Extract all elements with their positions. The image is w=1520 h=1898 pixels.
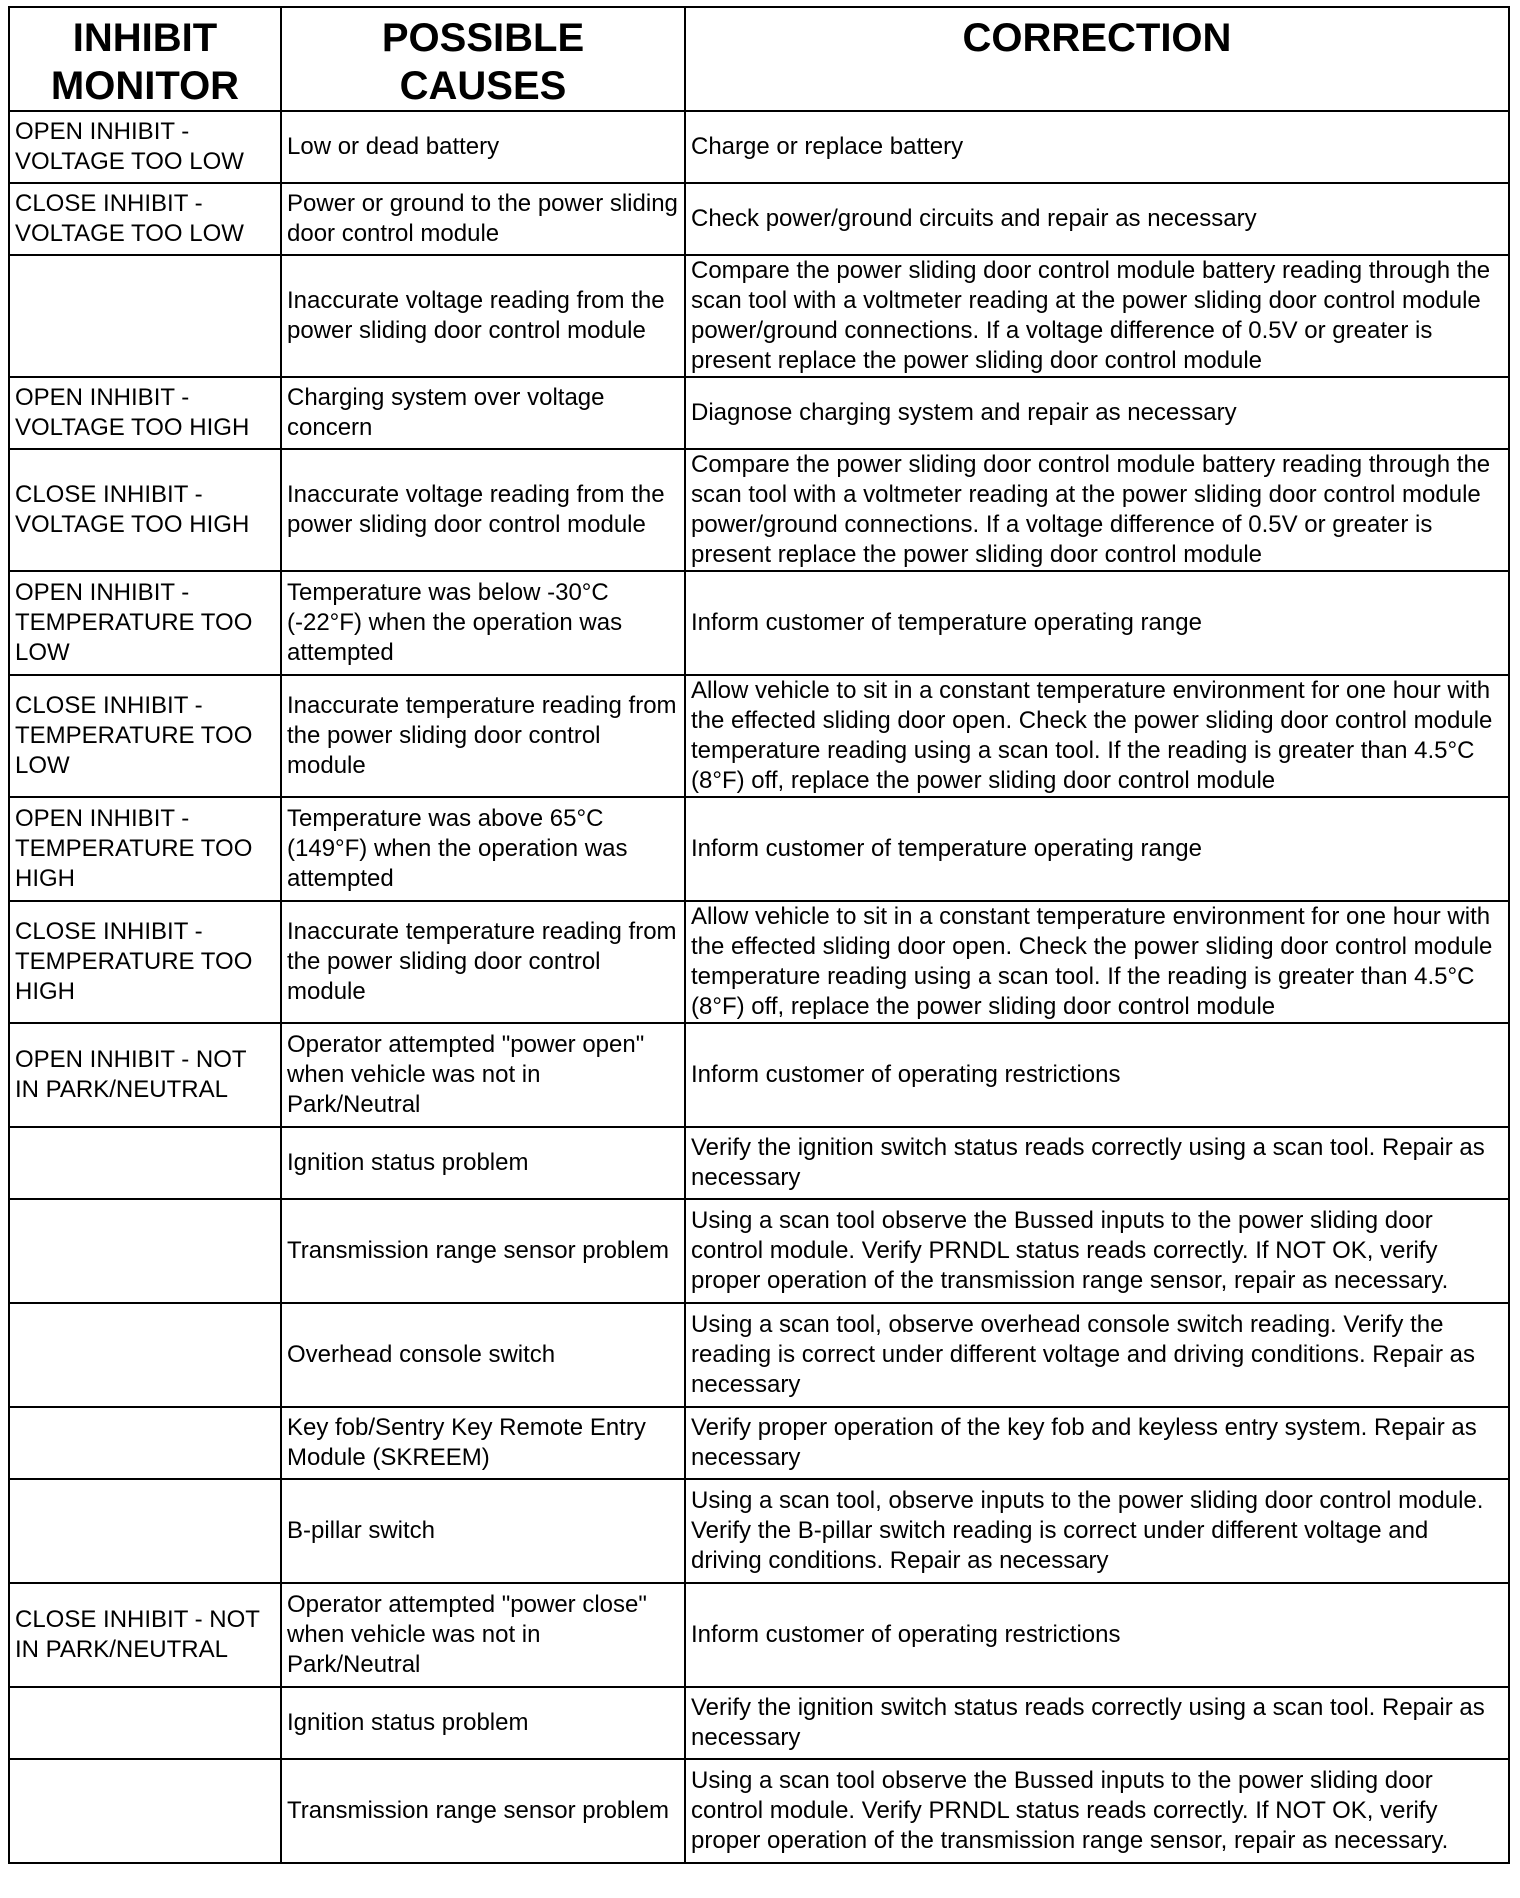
possible-cause-cell: Inaccurate temperature reading from the power sliding door control module [281, 901, 685, 1023]
table-row [9, 1687, 1509, 1759]
inhibit-monitor-cell: OPEN INHIBIT - TEMPERATURE TOO HIGH [9, 797, 281, 901]
inhibit-monitor-cell [9, 1687, 281, 1759]
table-row [9, 111, 1509, 183]
correction-cell: Using a scan tool, observe inputs to the power sliding door control module. Verify the B-pillar switch reading is correct under different voltage and driving conditions. Repair as necessary [685, 1479, 1509, 1583]
inhibit-monitor-cell: OPEN INHIBIT - VOLTAGE TOO LOW [9, 111, 281, 183]
possible-cause-cell: Transmission range sensor problem [281, 1759, 685, 1863]
inhibit-monitor-cell [9, 1759, 281, 1863]
inhibit-monitor-cell: CLOSE INHIBIT - NOT IN PARK/NEUTRAL [9, 1583, 281, 1687]
correction-cell: Charge or replace battery [685, 111, 1509, 183]
possible-cause-cell: Key fob/Sentry Key Remote Entry Module (SKREEM) [281, 1407, 685, 1479]
possible-cause-cell: Operator attempted "power close" when vehicle was not in Park/Neutral [281, 1583, 685, 1687]
document-page [8, 6, 1510, 1864]
table-row [9, 1127, 1509, 1199]
correction-cell: Using a scan tool observe the Bussed inputs to the power sliding door control module. Verify PRNDL status reads correctly. If NOT OK, verify proper operation of the transmission range sensor, repair as necessary. [685, 1199, 1509, 1303]
correction-cell: Allow vehicle to sit in a constant temperature environment for one hour with the effected sliding door open. Check the power sliding door control module temperature reading using a scan tool. If the reading is greater than 4.5°C (8°F) off, replace the power sliding door control module [685, 675, 1509, 797]
correction-cell: Compare the power sliding door control module battery reading through the scan tool with a voltmeter reading at the power sliding door control module power/ground connections. If a voltage difference of 0.5V or greater is present replace the power sliding door control module [685, 449, 1509, 571]
header-row [9, 7, 1509, 111]
correction-cell: Inform customer of temperature operating range [685, 571, 1509, 675]
correction-cell: Verify proper operation of the key fob and keyless entry system. Repair as necessary [685, 1407, 1509, 1479]
correction-cell: Inform customer of operating restrictions [685, 1023, 1509, 1127]
header-inhibit-monitor [9, 7, 281, 111]
possible-cause-cell: Overhead console switch [281, 1303, 685, 1407]
correction-cell: Inform customer of operating restrictions [685, 1583, 1509, 1687]
table-row [9, 901, 1509, 1023]
header-inhibit-monitor-line2: MONITOR [50, 64, 240, 108]
possible-cause-cell: Inaccurate voltage reading from the power sliding door control module [281, 255, 685, 377]
inhibit-monitor-table [8, 6, 1510, 1864]
table-row [9, 797, 1509, 901]
correction-cell: Check power/ground circuits and repair as necessary [685, 183, 1509, 255]
header-possible-causes [281, 7, 685, 111]
header-inhibit-monitor-line1: INHIBIT [72, 16, 218, 60]
inhibit-monitor-cell [9, 1303, 281, 1407]
possible-cause-cell: Temperature was above 65°C (149°F) when the operation was attempted [281, 797, 685, 901]
table-row [9, 675, 1509, 797]
correction-cell: Verify the ignition switch status reads correctly using a scan tool. Repair as necessary [685, 1687, 1509, 1759]
table-row [9, 1479, 1509, 1583]
table-row [9, 571, 1509, 675]
table-row [9, 1583, 1509, 1687]
possible-cause-cell: Charging system over voltage concern [281, 377, 685, 449]
header-possible-causes-line2: CAUSES [399, 64, 567, 108]
possible-cause-cell: Temperature was below -30°C (-22°F) when the operation was attempted [281, 571, 685, 675]
inhibit-monitor-cell: CLOSE INHIBIT - VOLTAGE TOO HIGH [9, 449, 281, 571]
table-row [9, 1303, 1509, 1407]
inhibit-monitor-cell [9, 255, 281, 377]
possible-cause-cell: Inaccurate voltage reading from the power sliding door control module [281, 449, 685, 571]
inhibit-monitor-cell: OPEN INHIBIT - VOLTAGE TOO HIGH [9, 377, 281, 449]
inhibit-monitor-cell [9, 1407, 281, 1479]
possible-cause-cell: B-pillar switch [281, 1479, 685, 1583]
correction-cell: Diagnose charging system and repair as necessary [685, 377, 1509, 449]
correction-cell: Using a scan tool, observe overhead console switch reading. Verify the reading is correct under different voltage and driving conditions. Repair as necessary [685, 1303, 1509, 1407]
correction-cell: Verify the ignition switch status reads correctly using a scan tool. Repair as necessary [685, 1127, 1509, 1199]
table-row [9, 1199, 1509, 1303]
possible-cause-cell: Ignition status problem [281, 1127, 685, 1199]
inhibit-monitor-cell: OPEN INHIBIT - NOT IN PARK/NEUTRAL [9, 1023, 281, 1127]
table-row [9, 1759, 1509, 1863]
possible-cause-cell: Ignition status problem [281, 1687, 685, 1759]
header-possible-causes-line1: POSSIBLE [381, 16, 585, 60]
correction-cell: Using a scan tool observe the Bussed inputs to the power sliding door control module. Verify PRNDL status reads correctly. If NOT OK, verify proper operation of the transmission range sensor, repair as necessary. [685, 1759, 1509, 1863]
possible-cause-cell: Inaccurate temperature reading from the power sliding door control module [281, 675, 685, 797]
table-row [9, 255, 1509, 377]
inhibit-monitor-cell: CLOSE INHIBIT - VOLTAGE TOO LOW [9, 183, 281, 255]
possible-cause-cell: Transmission range sensor problem [281, 1199, 685, 1303]
possible-cause-cell: Operator attempted "power open" when vehicle was not in Park/Neutral [281, 1023, 685, 1127]
table-row [9, 183, 1509, 255]
header-correction: CORRECTION [685, 7, 1509, 111]
inhibit-monitor-cell [9, 1127, 281, 1199]
possible-cause-cell: Low or dead battery [281, 111, 685, 183]
table-row [9, 1407, 1509, 1479]
correction-cell: Allow vehicle to sit in a constant temperature environment for one hour with the effected sliding door open. Check the power sliding door control module temperature reading using a scan tool. If the reading is greater than 4.5°C (8°F) off, replace the power sliding door control module [685, 901, 1509, 1023]
table-row [9, 1023, 1509, 1127]
table-row [9, 377, 1509, 449]
inhibit-monitor-cell: OPEN INHIBIT - TEMPERATURE TOO LOW [9, 571, 281, 675]
inhibit-monitor-cell [9, 1479, 281, 1583]
correction-cell: Inform customer of temperature operating range [685, 797, 1509, 901]
table-row [9, 449, 1509, 571]
inhibit-monitor-cell: CLOSE INHIBIT - TEMPERATURE TOO LOW [9, 675, 281, 797]
correction-cell: Compare the power sliding door control module battery reading through the scan tool with a voltmeter reading at the power sliding door control module power/ground connections. If a voltage difference of 0.5V or greater is present replace the power sliding door control module [685, 255, 1509, 377]
inhibit-monitor-cell [9, 1199, 281, 1303]
possible-cause-cell: Power or ground to the power sliding door control module [281, 183, 685, 255]
inhibit-monitor-cell: CLOSE INHIBIT - TEMPERATURE TOO HIGH [9, 901, 281, 1023]
